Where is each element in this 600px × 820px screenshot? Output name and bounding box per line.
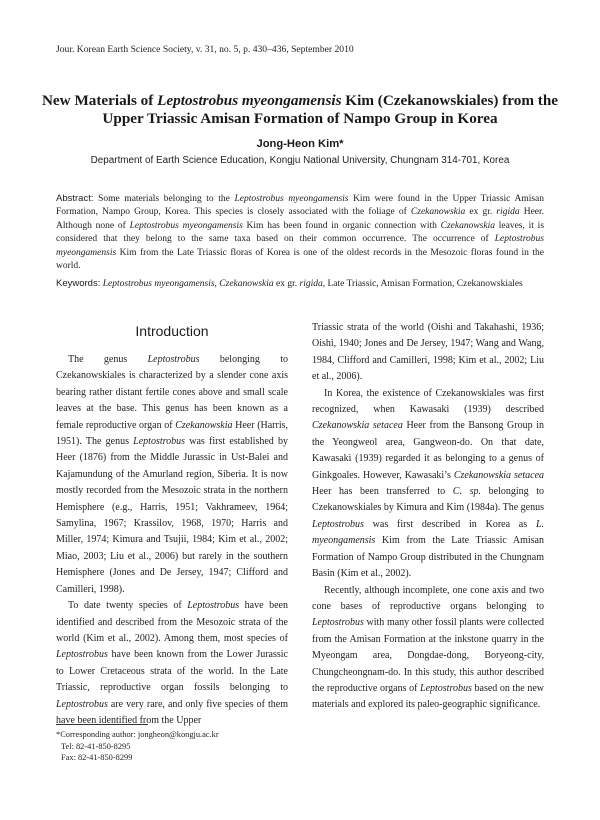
section-heading-introduction: Introduction [135,323,209,339]
paragraph: In Korea, the existence of Czekanowskiales was first recognized, when Kawasaki (1939) described Czekanowskia setacea Heer from the Bansong Group in the Yeongweol area, Gangweon-do. On that date, Kawasaki (1939) regarded it as belonging to a genus of Ginkgoales. However, Kawasaki’s Czekanowskia setacea Heer has been transferred to C. sp. belonging to Czekanowskiales by Kimura and Kim (1984a). The genus Leptostrobus was first described in Korea as L. myeongamensis Kim from the Late Triassic Amisan Formation of Nampo Group distributed in the Chungnam Basin (Kim et al., 2002). [312,387,545,580]
footnote-divider [56,724,148,725]
author-name: Jong-Heon Kim* [256,138,344,150]
paragraph: Recently, although incomplete, one cone axis and two cone bases of reproductive organs belonging to Leptostrobus with many other fossil plants were collected from the Amisan Formation at the inkstone quarry in the Myeongam area, Dongdae-dong, Boryeong-city, Chungcheongnam-do. In this study, this author described the reproductive organs of Leptostrobus based on the new materials and explored its paleo-geographic significance. [312,584,544,711]
body-column-left [56,318,288,729]
author-phone: Tel: 82-41-850-8295 [61,741,131,751]
paragraph-continued: Triassic strata of the world (Oishi and Takahashi, 1936; Oishi, 1940; Jones and De Jersey, 1947; Wang and Wang, 1984, Clifford and Camilleri, 1998; Kim et al., 2002; Liu et al., 2006). [312,322,544,383]
author-fax: Fax: 82-41-850-8299 [61,753,133,763]
paper-title: New Materials of Leptostrobus myeongamensis Kim (Czekanowskiales) from the Upper Triassic Amisan Formation of Nampo Group in Korea [41,92,559,127]
keywords-label: Keywords: [56,278,101,289]
corresponding-author: *Corresponding author: jongheon@kongju.ac.kr [56,730,219,739]
title-species-name: Leptostrobus myeongamensis [157,92,342,109]
paragraph: To date twenty species of Leptostrobus have been identified and described from the Mesozoic strata of the world (Kim et al., 2002). Among them, most species of Leptostrobus have been known from the Lower Jurassic to Lower Cretaceous strata of the world. In the Late Triassic, reproductive organ fossils belonging to Leptostrobus are very rare, and only five species of them have been identified from the Upper [56,600,288,726]
keywords: Keywords: Leptostrobus myeongamensis, Czekanowskia ex gr. rigida, Late Triassic, Amisan Formation, Czekanowskiales [56,278,523,289]
body-column-right [312,320,544,714]
abstract: Abstract: Some materials belonging to the Leptostrobus myeongamensis Kim were found in the Upper Triassic Amisan Formation, Nampo Group, Korea. This species is closely associated with the foliage of Czekanowskia ex gr. rigida Heer. Although none of Leptostrobus myeongamensis Kim has been found in organic connection with Czekanowskia leaves, it is considered that they belong to the same taxa based on their common occurrence. The occurrence of Leptostrobus myeongamensis Kim from the Late Triassic floras of Korea is one of the oldest records in the Mesozoic floras found in the world. [56,193,545,272]
author-affiliation: Department of Earth Science Education, Kongju National University, Chungnam 314-701, Korea [90,155,510,166]
paragraph: The genus Leptostrobus belonging to Czekanowskiales is characterized by a slender cone axis bearing rather distant fertile cones above and small scale leaves at the base. This genus has been known as a female reproductive organ of Czekanowskia Heer (Harris, 1951). The genus Leptostrobus was first established by Heer (1876) from the Middle Jurassic in Ust-Balei and Kajamundung of the Amurland region, Siberia. It is now mostly recorded from the Mesozoic strata in the northern Hemisphere (e.g., Harris, 1951; Vakhrameev, 1964; Samylina, 1967; Krassilov, 1968, 1970; Harris and Miller, 1974; Kimura and Tsujii, 1984; Kim et al., 2002; Miao, 2003; Liu et al., 2006) but rarely in the southern Hemisphere (Jones and De Jersey, 1947; Clifford and Camilleri, 1998). [56,354,289,595]
footnote [56,729,356,764]
abstract-label: Abstract: [56,193,94,204]
journal-citation: Jour. Korean Earth Science Society, v. 31, no. 5, p. 430–436, September 2010 [56,44,354,55]
